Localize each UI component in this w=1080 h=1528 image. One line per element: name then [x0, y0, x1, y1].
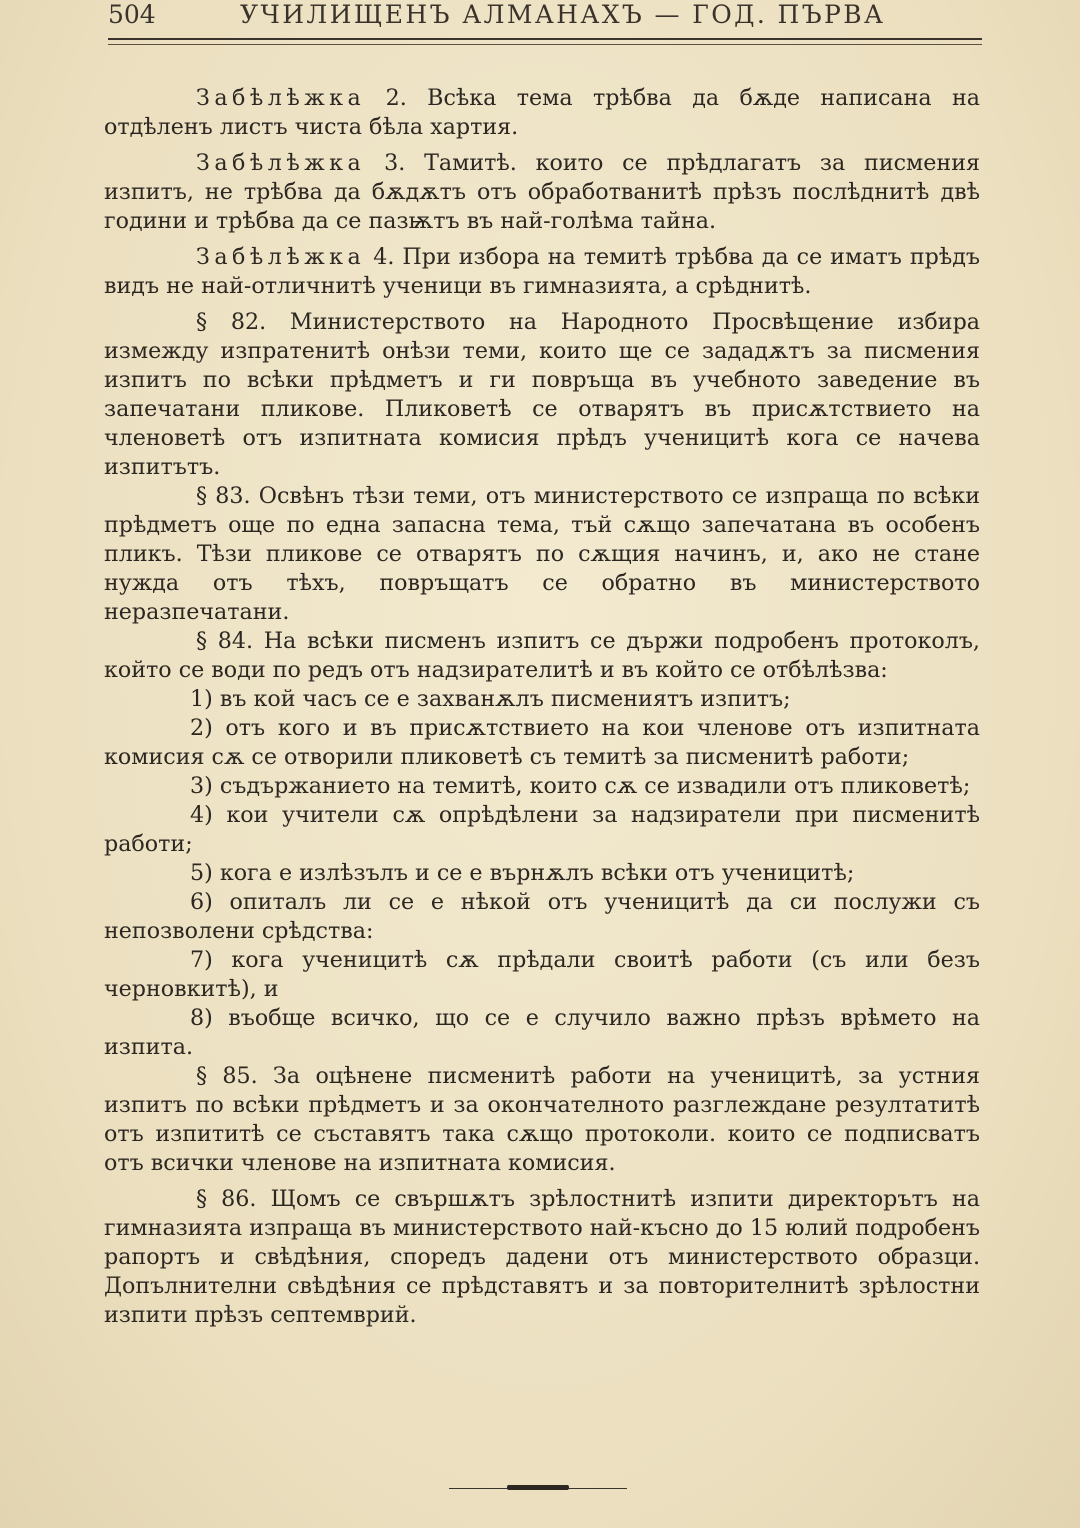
note-number: 3. — [384, 150, 406, 176]
section-84-intro: § 84. На всѣки писменъ изпитъ се държи подробенъ протоколъ, който се води по редъ отъ надзирателитѣ и въ който се отбѣлѣзва: — [104, 628, 980, 683]
ornament-rule-right — [569, 1488, 627, 1489]
note-number: 2. — [385, 85, 407, 111]
note-text: При избора на темитѣ трѣбва да се иматъ прѣдъ видъ не най-отличнитѣ ученици въ гимназията, а срѣднитѣ. — [104, 244, 980, 299]
section-84-item: 2) отъ кого и въ присѫтствието на кои членове отъ изпитната комисия сѫ се отворили пликоветѣ съ темитѣ за писменитѣ работи; — [104, 715, 980, 770]
section-84-item: 1) въ кой часъ се е захванѫлъ писмениятъ изпитъ; — [190, 686, 791, 712]
section-85: § 85. За оцѣнене писменитѣ работи на ученицитѣ, за устния изпитъ по всѣки прѣдметъ и за окончателното разглеждане резултатитѣ отъ изпититѣ се съставятъ така сѫщо протоколи. които се подписватъ отъ всички членове на изпитната комисия. — [104, 1063, 980, 1176]
section-84-item: 7) кога ученицитѣ сѫ прѣдали своитѣ работи (съ или безъ черновкитѣ), и — [104, 947, 980, 1002]
note-4 — [104, 243, 980, 301]
note-label: Забѣлѣжка — [196, 244, 366, 270]
section-86: § 86. Щомъ се свършѫтъ зрѣлостнитѣ изпити директорътъ на гимназията изпраща въ министерството най-късно до 15 юлий подробенъ рапортъ и свѣдѣния, споредъ дадени отъ министерството образци. Допълнителни свѣдѣния се прѣдставятъ и за повторителнитѣ зрѣлостни изпити прѣзъ септемврий. — [104, 1186, 980, 1328]
section-84-item: 3) съдържанието на темитѣ, които сѫ се извадили отъ пликоветѣ; — [190, 773, 971, 799]
note-label: Забѣлѣжка — [196, 150, 366, 176]
note-text: Тамитѣ. които се прѣдлагатъ за писмения изпитъ, не трѣбва да бѫдѫтъ отъ обработванитѣ прѣзъ послѣднитѣ двѣ години и трѣбва да се пазѭтъ въ най-голѣма тайна. — [104, 150, 980, 234]
header-rule — [108, 38, 982, 40]
header-rule-thin — [108, 44, 982, 45]
ornament-rule-left — [449, 1488, 507, 1489]
note-text: Всѣка тема трѣбва да бѫде написана на отдѣленъ листъ чиста бѣла хартия. — [104, 85, 981, 140]
note-label: Забѣлѣжка — [196, 85, 366, 111]
page-header — [108, 0, 982, 36]
section-84-item: 5) кога е излѣзълъ и се е върнѫлъ всѣки отъ ученицитѣ; — [190, 860, 855, 886]
section-84-item: 8) въобще всичко, що се е случило важно прѣзъ врѣмето на изпита. — [104, 1005, 980, 1060]
note-number: 4. — [373, 244, 395, 270]
end-ornament — [449, 1485, 627, 1493]
ornament-center-bar — [507, 1485, 569, 1490]
section-84-item: 4) кои учители сѫ опрѣдѣлени за надзиратели при писменитѣ работи; — [104, 802, 980, 857]
note-3 — [104, 149, 980, 236]
body-text — [104, 84, 980, 1330]
section-84-item: 6) опиталъ ли се е нѣкой отъ ученицитѣ да си послужи съ непозволени срѣдства: — [104, 889, 980, 944]
page-number: 504 — [108, 0, 156, 29]
note-2 — [104, 84, 980, 142]
running-title: УЧИЛИЩЕНЪ АЛМАНАХЪ — ГОД. ПЪРВА — [240, 0, 886, 29]
section-82: § 82. Министерството на Народното Просвѣщение избира измежду изпратенитѣ онѣзи теми, които ще се зададѫтъ за писмения изпитъ по всѣки прѣдметъ и ги повръща въ учебното заведение въ запечатани пликове. Пликоветѣ се отварятъ въ присѫтствието на членоветѣ отъ изпитната комисия прѣдъ ученицитѣ кога се начева изпитътъ. — [104, 309, 980, 480]
section-83: § 83. Освѣнъ тѣзи теми, отъ министерството се изпраща по всѣки прѣдметъ още по една запасна тема, тъй сѫщо запечатана въ особенъ пликъ. Тѣзи пликове се отварятъ по сѫщия начинъ, и, ако не стане нужда отъ тѣхъ, повръщатъ се обратно въ министерството неразпечатани. — [104, 483, 980, 625]
